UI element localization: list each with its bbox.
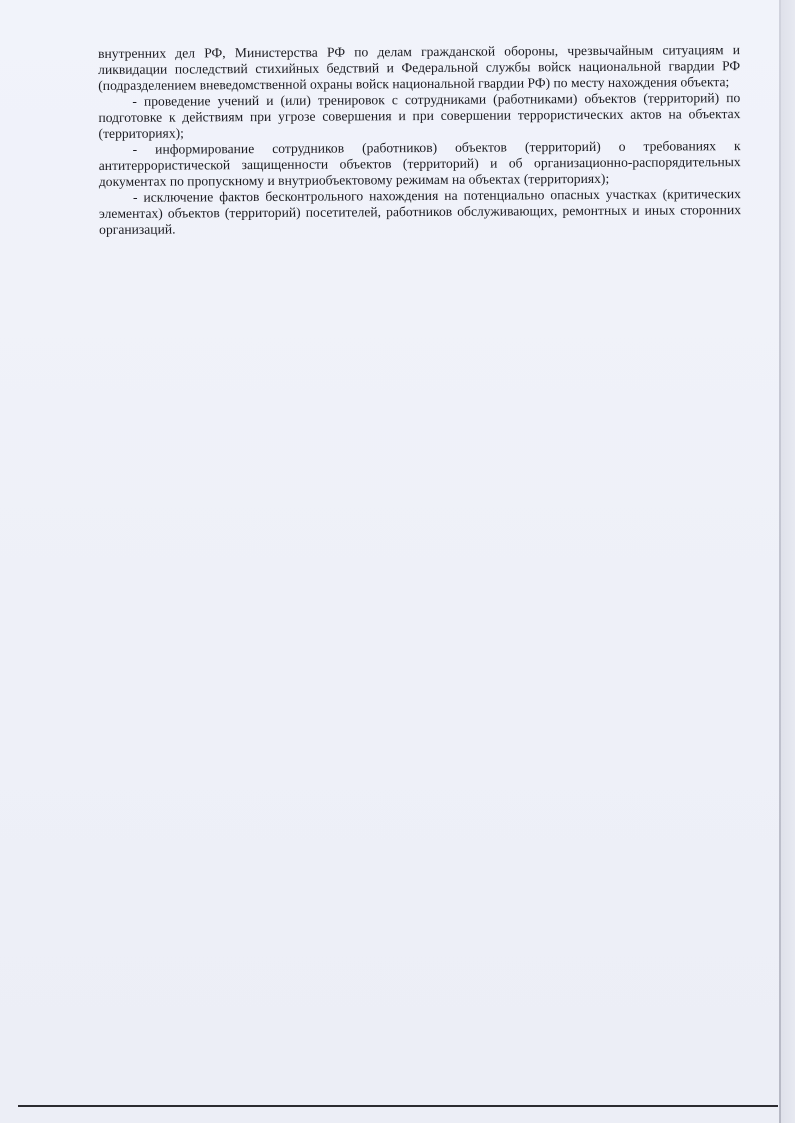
paragraph-excluding-uncontrolled-presence: - исключение фактов бесконтрольного нахождения на потенциально опасных участках (критических элементах) объектов (территорий) посетителей, работников обслуживающих, ремонтных и иных сторонних организаций. [98, 186, 742, 237]
page-right-edge-line [779, 0, 781, 1123]
paragraph-exercises-training: - проведение учений и (или) тренировок с сотрудниками (работниками) объектов (территорий) по подготовке к действиям при угрозе совершения и при совершении террористических актов на объектах (территориях); [98, 90, 741, 141]
paragraph-continuation: внутренних дел РФ, Министерства РФ по делам гражданской обороны, чрезвычайным ситуациям и ликвидации последствий стихийных бедствий и Федеральной службы войск национальной гвардии РФ (подразделением вневедомственной охраны войск национальной гвардии РФ) по месту нахождения объекта; [98, 42, 741, 93]
paragraph-informing-staff: - информирование сотрудников (работников) объектов (территорий) о требованиях к антитеррористической защищенности объектов (территорий) и об организационно-распорядительных документах по пропускному и внутриобъектовому режимам на объектах (территориях); [98, 138, 741, 189]
document-body [98, 42, 741, 238]
page-right-margin-shadow [781, 0, 795, 1123]
bottom-divider-line [18, 1105, 778, 1107]
